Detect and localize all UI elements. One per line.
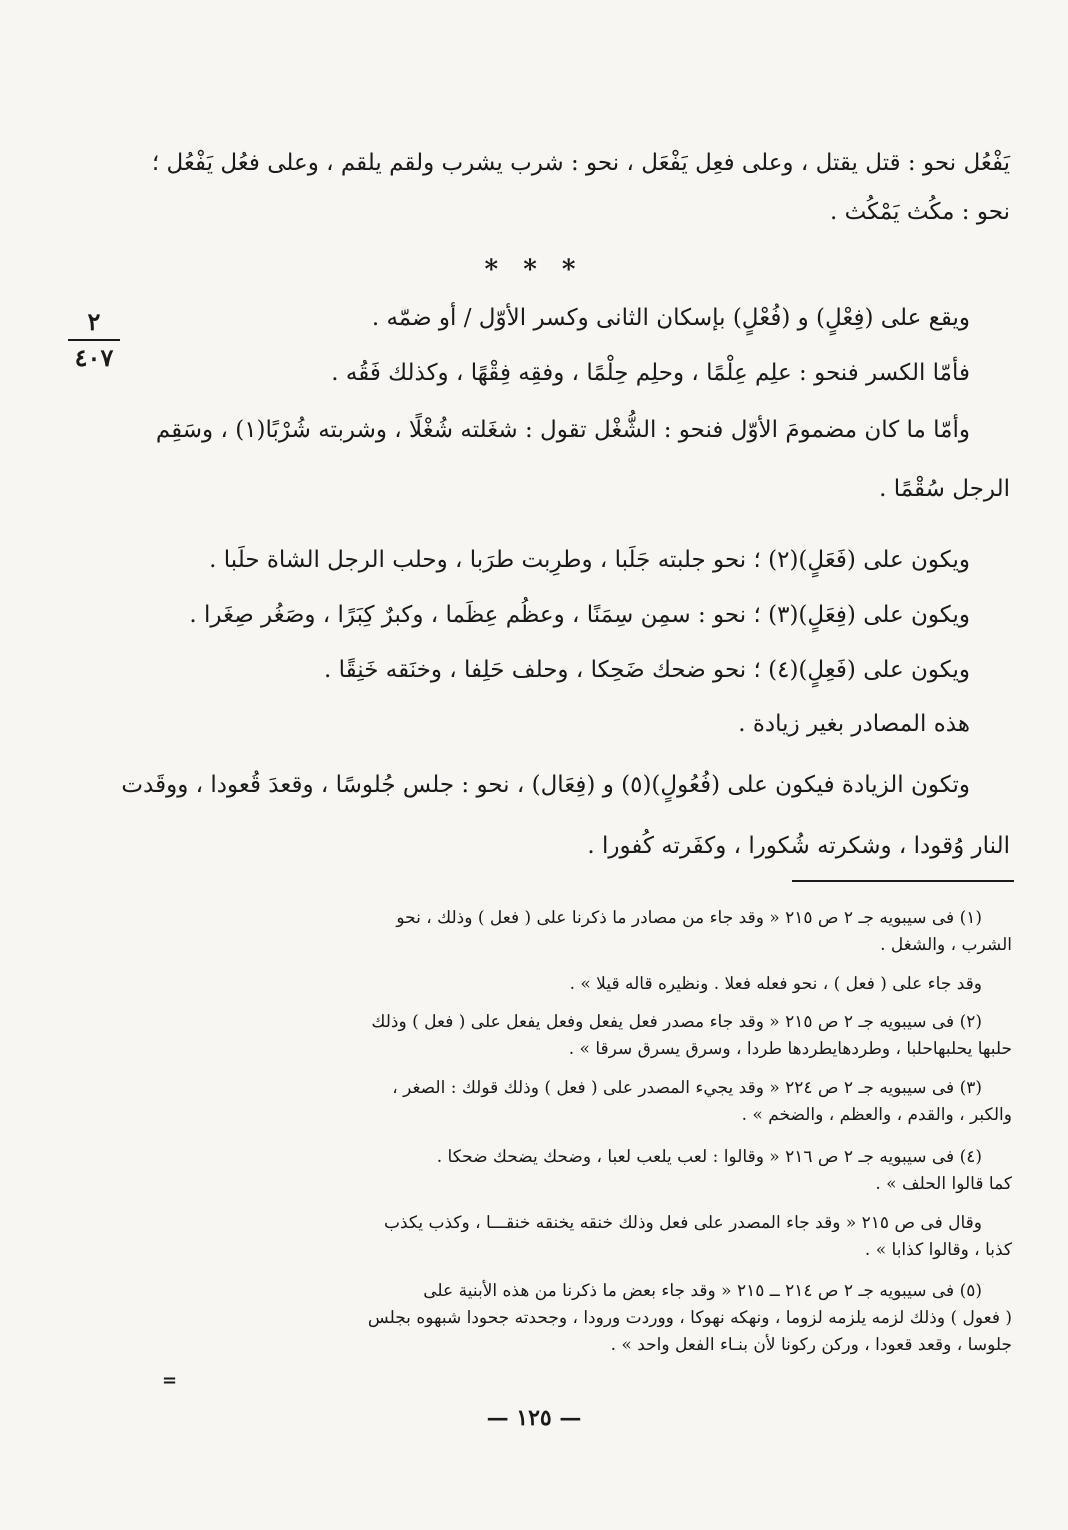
text-line: يَفْعُل نحو : قتل يقتل ، وعلى فعِل يَفْعَل ، نحو : شرب يشرب ولقم يلقم ، وعلى فعُل يَفْعُل ؛ xyxy=(151,150,1010,176)
text-line: فأمّا الكسر فنحو : علِم عِلْمًا ، وحلِم حِلْمًا ، وفقِه فِقْهًا ، وكذلك فَقُه . xyxy=(331,360,970,386)
margin-ref-bottom: ٤٠٧ xyxy=(74,343,114,372)
footnote-line: (٢) فى سيبويه جـ ٢ ص ٢١٥ « وقد جاء مصدر فعل يفعل وفعل يفعل على ( فعل ) وذلك xyxy=(371,1012,982,1032)
margin-ref-top: ٢ xyxy=(87,307,101,336)
footnote-line: كما قالوا الحلف » . xyxy=(875,1174,1012,1194)
text-line: وأمّا ما كان مضمومَ الأوّل فنحو : الشُّغْل تقول : شغَلته شُغْلًا ، وشربته شُرْبًا(١) ، وسَقِم xyxy=(155,417,970,443)
text-line: نحو : مكُث يَمْكُث . xyxy=(829,199,1010,225)
page-number: — ١٢٥ — xyxy=(486,1405,582,1431)
footnote-line: حلبها يحلبهاحلبا ، وطردهايطردها طردا ، وسرق يسرق سرقا » . xyxy=(568,1039,1012,1059)
footnote-line: وقد جاء على ( فعل ) ، نحو فعله فعلا . ونظيره قاله قيلا » . xyxy=(569,974,982,994)
footnote-line: جلوسا ، وقعد قعودا ، وركن ركونا لأن بنـاء الفعل واحد » . xyxy=(610,1335,1012,1355)
text-line: ويكون على (فِعَلٍ)(٣) ؛ نحو : سمِن سِمَنًا ، وعظُم عِظَما ، وكبرٌ كِبَرًا ، وصَغُر صِغَرا . xyxy=(189,602,970,628)
footnote-line: (٤) فى سيبويه جـ ٢ ص ٢١٦ « وقالوا : لعب يلعب لعبا ، وضحك يضحك ضحكا . xyxy=(436,1147,982,1167)
margin-page-reference xyxy=(62,305,126,375)
footnote-line: ( فعول ) وذلك لزمه يلزمه لزوما ، ونهكه نهوكا ، ووردت ورودا ، وجحدته جحودا شبهوه بجلس xyxy=(367,1308,1012,1328)
footnote-line: (٣) فى سيبويه جـ ٢ ص ٢٢٤ « وقد يجيء المصدر على ( فعل ) وذلك قولك : الصغر ، xyxy=(392,1078,982,1098)
footnote-line: كذبا ، وقالوا كذابا » . xyxy=(864,1240,1012,1260)
footnote-line: (١) فى سيبويه جـ ٢ ص ٢١٥ « وقد جاء من مصادر ما ذكرنا على ( فعل ) وذلك ، نحو xyxy=(396,908,982,928)
text-line: ويكون على (فَعِلٍ)(٤) ؛ نحو ضحك ضَحِكا ، وحلف حَلِفا ، وخنَقه خَنِقًا . xyxy=(324,657,970,683)
text-line: النار وُقودا ، وشكرته شُكورا ، وكفَرته كُفورا . xyxy=(587,833,1010,859)
footnote-line: وقال فى ص ٢١٥ « وقد جاء المصدر على فعل وذلك خنقه يخنقه خنقـــا ، وكذب يكذب xyxy=(384,1213,982,1233)
footnotes xyxy=(152,0,1012,1400)
footnote-line: الشرب ، والشغل . xyxy=(880,935,1012,955)
footnote-line: والكبر ، والقدم ، والعظم ، والضخم » . xyxy=(741,1105,1012,1125)
text-line: الرجل سُقْمًا . xyxy=(879,476,1010,502)
continuation-mark: = xyxy=(162,1370,178,1391)
footnote-line: (٥) فى سيبويه جـ ٢ ص ٢١٤ ــ ٢١٥ « وقد جاء بعض ما ذكرنا من هذه الأبنية على xyxy=(423,1281,982,1301)
section-divider-stars: * * * xyxy=(484,255,584,285)
text-line: هذه المصادر بغير زيادة . xyxy=(738,711,970,737)
text-line: ويكون على (فَعَلٍ)(٢) ؛ نحو جلبته جَلَبا ، وطرِبت طرَبا ، وحلب الرجل الشاة حلَبا . xyxy=(209,547,970,573)
text-line: وتكون الزيادة فيكون على (فُعُولٍ)(٥) و (فِعَال) ، نحو : جلس جُلوسًا ، وقعدَ قُعودا ، ووقَدت xyxy=(121,772,970,798)
text-line: ويقع على (فِعْلٍ) و (فُعْلٍ) بإسكان الثانى وكسر الأوّل / أو ضمّه . xyxy=(371,305,970,331)
